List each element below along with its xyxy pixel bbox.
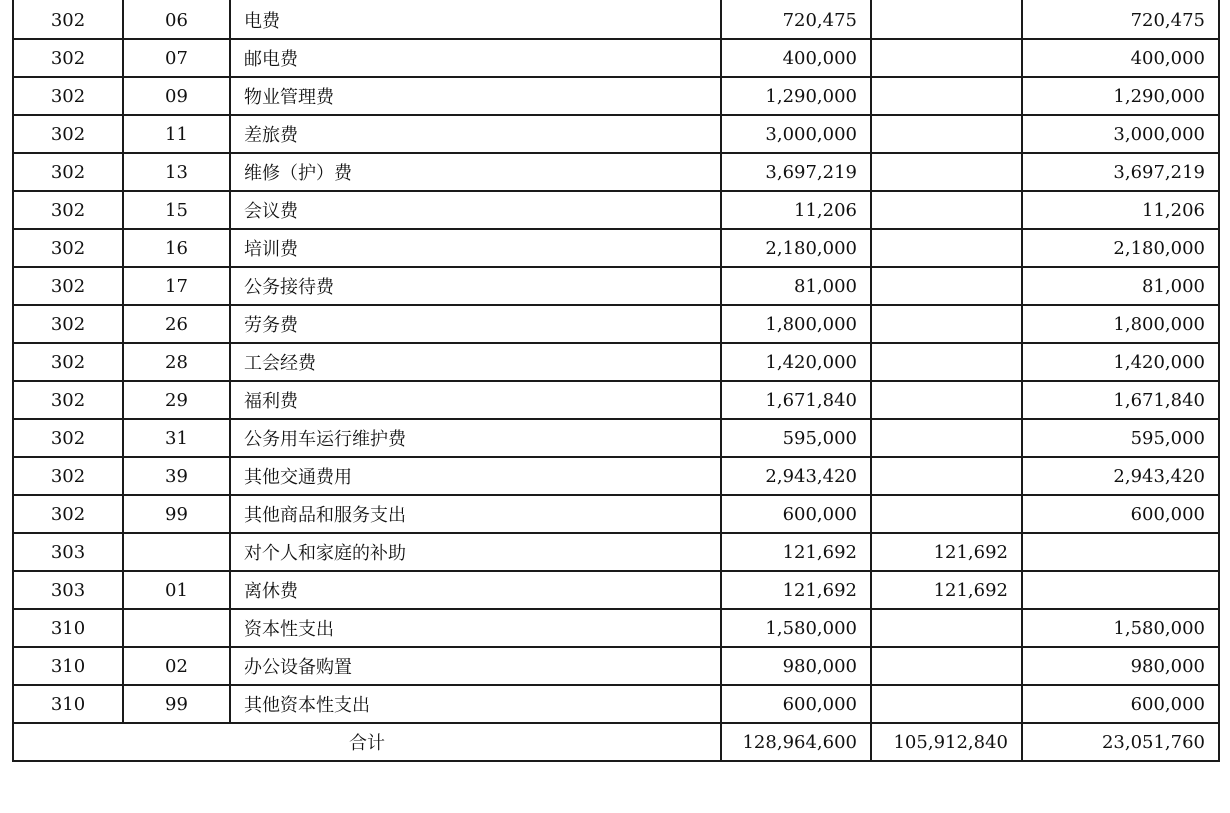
total-amount-cell: 1,290,000 (721, 77, 871, 115)
item-code-cell: 09 (123, 77, 230, 115)
summary-row (13, 723, 1219, 761)
item-code-cell: 16 (123, 229, 230, 267)
total-amount-cell: 1,671,840 (721, 381, 871, 419)
project-expenditure-cell: 1,800,000 (1022, 305, 1219, 343)
table-row (13, 115, 1219, 153)
table-row (13, 191, 1219, 229)
subject-name-cell: 对个人和家庭的补助 (230, 533, 721, 571)
subject-name-cell: 资本性支出 (230, 609, 721, 647)
subject-name-cell: 物业管理费 (230, 77, 721, 115)
class-code-cell: 302 (13, 39, 123, 77)
table-row (13, 1, 1219, 39)
table-row (13, 153, 1219, 191)
total-amount-cell: 3,697,219 (721, 153, 871, 191)
basic-expenditure-cell (871, 229, 1022, 267)
total-amount-cell: 11,206 (721, 191, 871, 229)
total-amount-cell: 720,475 (721, 1, 871, 39)
project-expenditure-cell: 1,420,000 (1022, 343, 1219, 381)
subject-name-cell: 福利费 (230, 381, 721, 419)
basic-expenditure-cell (871, 39, 1022, 77)
item-code-cell: 11 (123, 115, 230, 153)
project-expenditure-cell: 2,180,000 (1022, 229, 1219, 267)
project-expenditure-cell: 400,000 (1022, 39, 1219, 77)
basic-expenditure-cell (871, 115, 1022, 153)
table-body (13, 1, 1219, 761)
summary-project: 23,051,760 (1022, 723, 1219, 761)
item-code-cell: 28 (123, 343, 230, 381)
class-code-cell: 302 (13, 77, 123, 115)
item-code-cell: 39 (123, 457, 230, 495)
table-row (13, 419, 1219, 457)
table-row (13, 571, 1219, 609)
class-code-cell: 302 (13, 267, 123, 305)
item-code-cell (123, 609, 230, 647)
class-code-cell: 302 (13, 419, 123, 457)
basic-expenditure-cell: 121,692 (871, 533, 1022, 571)
basic-expenditure-cell (871, 495, 1022, 533)
project-expenditure-cell: 81,000 (1022, 267, 1219, 305)
project-expenditure-cell: 11,206 (1022, 191, 1219, 229)
total-amount-cell: 1,800,000 (721, 305, 871, 343)
subject-name-cell: 其他交通费用 (230, 457, 721, 495)
basic-expenditure-cell (871, 419, 1022, 457)
project-expenditure-cell: 1,671,840 (1022, 381, 1219, 419)
subject-name-cell: 电费 (230, 1, 721, 39)
table-row (13, 457, 1219, 495)
subject-name-cell: 离休费 (230, 571, 721, 609)
class-code-cell: 302 (13, 495, 123, 533)
class-code-cell: 302 (13, 305, 123, 343)
basic-expenditure-cell (871, 191, 1022, 229)
table-row (13, 305, 1219, 343)
project-expenditure-cell: 3,000,000 (1022, 115, 1219, 153)
class-code-cell: 302 (13, 229, 123, 267)
basic-expenditure-cell (871, 457, 1022, 495)
subject-name-cell: 邮电费 (230, 39, 721, 77)
subject-name-cell: 培训费 (230, 229, 721, 267)
subject-name-cell: 办公设备购置 (230, 647, 721, 685)
item-code-cell: 31 (123, 419, 230, 457)
class-code-cell: 302 (13, 343, 123, 381)
basic-expenditure-cell (871, 153, 1022, 191)
subject-name-cell: 劳务费 (230, 305, 721, 343)
project-expenditure-cell: 1,580,000 (1022, 609, 1219, 647)
basic-expenditure-cell (871, 647, 1022, 685)
total-amount-cell: 2,180,000 (721, 229, 871, 267)
class-code-cell: 303 (13, 571, 123, 609)
summary-total: 128,964,600 (721, 723, 871, 761)
total-amount-cell: 1,580,000 (721, 609, 871, 647)
item-code-cell: 02 (123, 647, 230, 685)
table-row (13, 647, 1219, 685)
budget-expenditure-table (12, 0, 1220, 762)
project-expenditure-cell: 3,697,219 (1022, 153, 1219, 191)
item-code-cell: 17 (123, 267, 230, 305)
class-code-cell: 302 (13, 191, 123, 229)
basic-expenditure-cell: 121,692 (871, 571, 1022, 609)
project-expenditure-cell: 595,000 (1022, 419, 1219, 457)
basic-expenditure-cell (871, 343, 1022, 381)
table-row (13, 77, 1219, 115)
subject-name-cell: 公务接待费 (230, 267, 721, 305)
total-amount-cell: 595,000 (721, 419, 871, 457)
total-amount-cell: 600,000 (721, 685, 871, 723)
class-code-cell: 302 (13, 115, 123, 153)
subject-name-cell: 工会经费 (230, 343, 721, 381)
project-expenditure-cell: 1,290,000 (1022, 77, 1219, 115)
item-code-cell (123, 533, 230, 571)
subject-name-cell: 公务用车运行维护费 (230, 419, 721, 457)
table-row (13, 39, 1219, 77)
subject-name-cell: 其他商品和服务支出 (230, 495, 721, 533)
class-code-cell: 310 (13, 609, 123, 647)
item-code-cell: 29 (123, 381, 230, 419)
project-expenditure-cell (1022, 571, 1219, 609)
item-code-cell: 99 (123, 685, 230, 723)
basic-expenditure-cell (871, 77, 1022, 115)
class-code-cell: 302 (13, 457, 123, 495)
basic-expenditure-cell (871, 609, 1022, 647)
table-row (13, 685, 1219, 723)
basic-expenditure-cell (871, 305, 1022, 343)
item-code-cell: 15 (123, 191, 230, 229)
total-amount-cell: 2,943,420 (721, 457, 871, 495)
total-amount-cell: 81,000 (721, 267, 871, 305)
project-expenditure-cell: 2,943,420 (1022, 457, 1219, 495)
item-code-cell: 07 (123, 39, 230, 77)
subject-name-cell: 差旅费 (230, 115, 721, 153)
total-amount-cell: 400,000 (721, 39, 871, 77)
basic-expenditure-cell (871, 1, 1022, 39)
item-code-cell: 01 (123, 571, 230, 609)
table-row (13, 381, 1219, 419)
item-code-cell: 26 (123, 305, 230, 343)
total-amount-cell: 121,692 (721, 571, 871, 609)
class-code-cell: 303 (13, 533, 123, 571)
basic-expenditure-cell (871, 685, 1022, 723)
total-amount-cell: 600,000 (721, 495, 871, 533)
project-expenditure-cell (1022, 533, 1219, 571)
class-code-cell: 302 (13, 381, 123, 419)
subject-name-cell: 维修（护）费 (230, 153, 721, 191)
class-code-cell: 310 (13, 685, 123, 723)
project-expenditure-cell: 980,000 (1022, 647, 1219, 685)
basic-expenditure-cell (871, 381, 1022, 419)
basic-expenditure-cell (871, 267, 1022, 305)
total-amount-cell: 3,000,000 (721, 115, 871, 153)
class-code-cell: 310 (13, 647, 123, 685)
class-code-cell: 302 (13, 1, 123, 39)
item-code-cell: 06 (123, 1, 230, 39)
total-amount-cell: 980,000 (721, 647, 871, 685)
project-expenditure-cell: 600,000 (1022, 685, 1219, 723)
table-row (13, 267, 1219, 305)
subject-name-cell: 其他资本性支出 (230, 685, 721, 723)
class-code-cell: 302 (13, 153, 123, 191)
item-code-cell: 13 (123, 153, 230, 191)
table-row (13, 343, 1219, 381)
summary-label: 合计 (13, 723, 721, 761)
item-code-cell: 99 (123, 495, 230, 533)
total-amount-cell: 121,692 (721, 533, 871, 571)
total-amount-cell: 1,420,000 (721, 343, 871, 381)
project-expenditure-cell: 720,475 (1022, 1, 1219, 39)
table-row (13, 533, 1219, 571)
summary-basic: 105,912,840 (871, 723, 1022, 761)
table-row (13, 495, 1219, 533)
subject-name-cell: 会议费 (230, 191, 721, 229)
table-row (13, 229, 1219, 267)
table-row (13, 609, 1219, 647)
project-expenditure-cell: 600,000 (1022, 495, 1219, 533)
